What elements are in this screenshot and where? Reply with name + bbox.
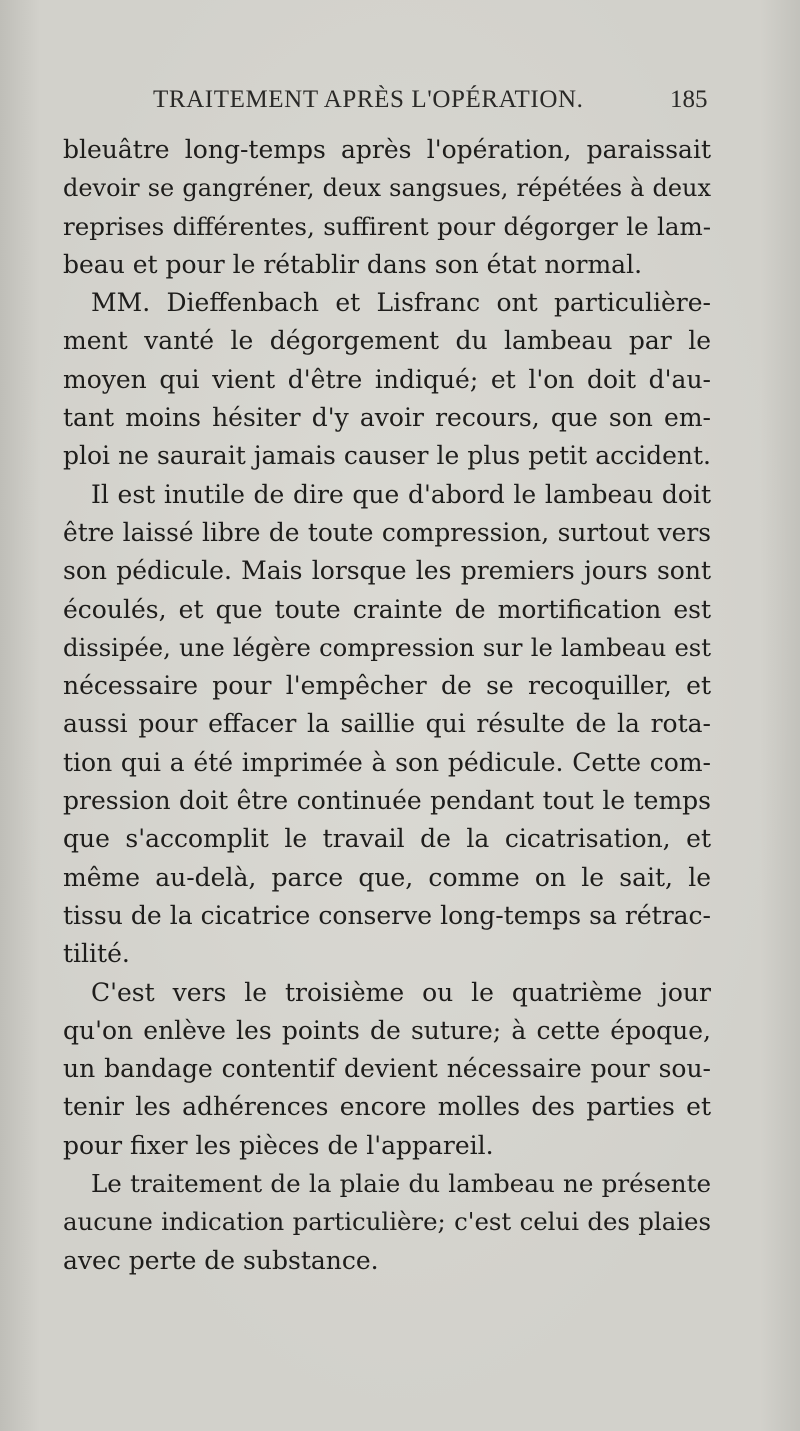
text-line: pression doit être continuée pendant tout le temps xyxy=(63,786,711,816)
text-line: qu'on enlève les points de suture; à cette époque, xyxy=(63,1015,711,1045)
text-line: que s'accomplit le travail de la cicatrisation, et xyxy=(63,824,711,854)
running-title: TRAITEMENT APRÈS L'OPÉRATION. xyxy=(153,86,584,113)
text-line: avec perte de substance. xyxy=(63,1245,379,1275)
text-line: tenir les adhérences encore molles des parties et xyxy=(63,1092,711,1122)
text-line: tissu de la cicatrice conserve long-temps sa rétrac- xyxy=(63,900,711,930)
text-line: écoulés, et que toute crainte de mortification est xyxy=(63,594,711,624)
text-line: même au-delà, parce que, comme on le sait, le xyxy=(63,862,711,892)
text-line: aucune indication particulière; c'est celui des plaies xyxy=(63,1207,711,1237)
page-header xyxy=(0,86,800,118)
text-line: beau et pour le rétablir dans son état normal. xyxy=(63,249,643,279)
text-line: tion qui a été imprimée à son pédicule. Cette com- xyxy=(63,747,711,777)
text-line: son pédicule. Mais lorsque les premiers jours sont xyxy=(63,556,711,586)
text-line: être laissé libre de toute compression, surtout vers xyxy=(63,517,711,547)
text-line: devoir se gangréner, deux sangsues, répétées à deux xyxy=(63,174,711,203)
text-line: ploi ne saurait jamais causer le plus petit accident. xyxy=(63,441,711,471)
text-line: aussi pour effacer la saillie qui résulte de la rota- xyxy=(63,709,711,739)
text-line: nécessaire pour l'empêcher de se recoquiller, et xyxy=(63,671,711,701)
text-line: reprises différentes, suffirent pour dégorger le lam- xyxy=(63,211,711,241)
body-text xyxy=(63,131,711,1280)
text-line: tant moins hésiter d'y avoir recours, que son em- xyxy=(63,403,711,433)
page-number: 185 xyxy=(670,86,708,113)
text-line: bleuâtre long-temps après l'opération, paraissait xyxy=(63,135,711,164)
text-line: pour fixer les pièces de l'appareil. xyxy=(63,1130,494,1160)
text-line: Il est inutile de dire que d'abord le lambeau doit xyxy=(91,479,711,509)
text-line: moyen qui vient d'être indiqué; et l'on doit d'au- xyxy=(63,364,711,394)
text-line: ment vanté le dégorgement du lambeau par le xyxy=(63,326,711,356)
text-line: MM. Dieffenbach et Lisfranc ont particulière- xyxy=(91,288,711,318)
text-line: tilité. xyxy=(63,939,130,969)
text-line: Le traitement de la plaie du lambeau ne présente xyxy=(91,1169,711,1199)
text-line: un bandage contentif devient nécessaire pour sou- xyxy=(63,1054,711,1084)
text-line: dissipée, une légère compression sur le lambeau est xyxy=(63,632,711,662)
text-line: C'est vers le troisième ou le quatrième jour xyxy=(91,977,711,1007)
